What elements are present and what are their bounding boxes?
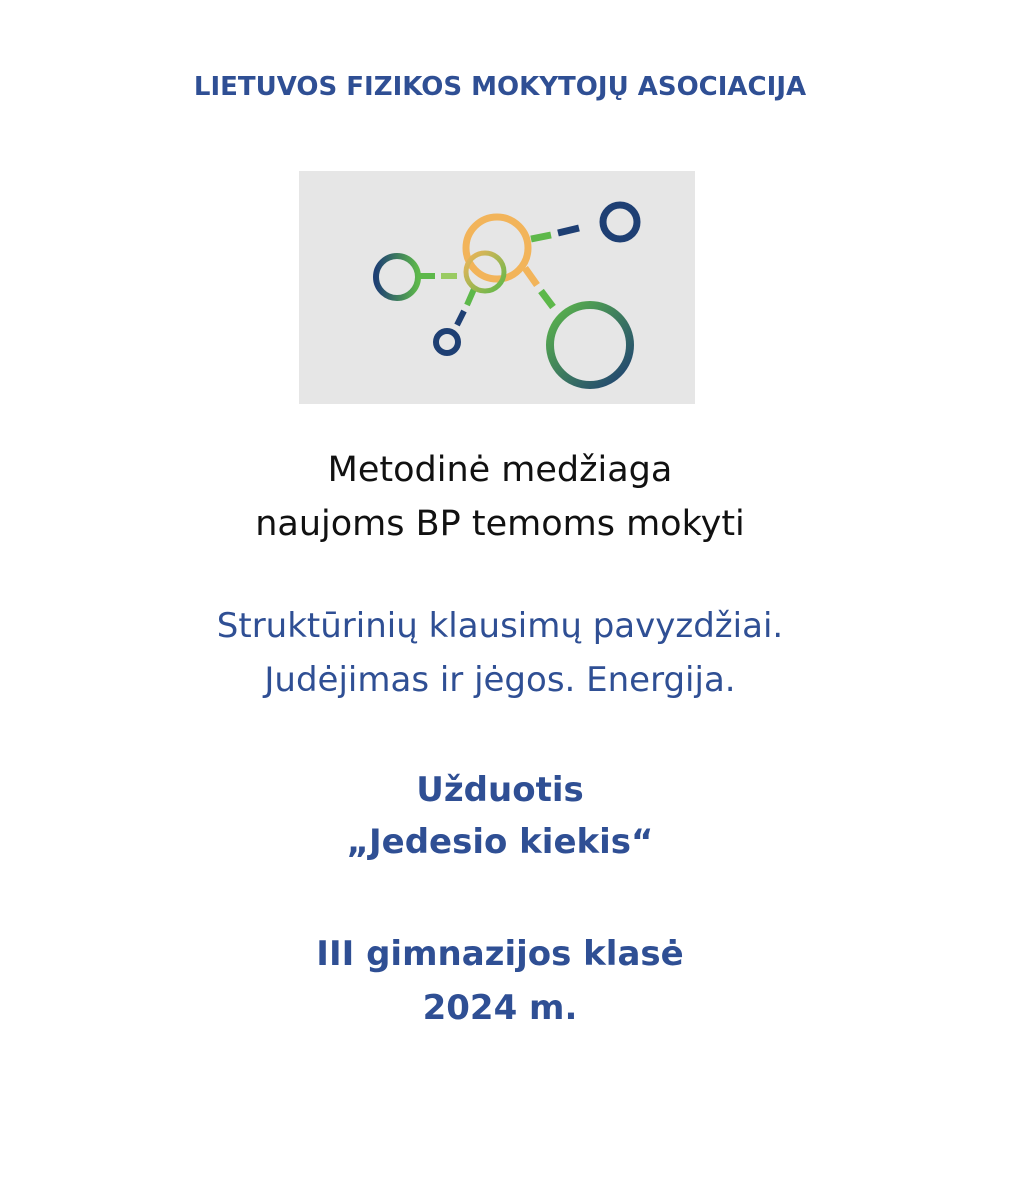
top-right-node [603, 205, 637, 239]
organization-name: LIETUVOS FIZIKOS MOKYTOJŲ ASOCIACIJA [193, 72, 807, 102]
big-bottom-node [550, 305, 630, 385]
heading-line-2: naujoms BP temoms mokyti [255, 504, 745, 544]
task-title: „Jedesio kiekis“ [346, 822, 654, 862]
center-node [466, 217, 528, 279]
molecule-network-icon [299, 171, 695, 404]
center-small-node [466, 253, 504, 291]
year-label: 2024 m. [422, 988, 578, 1028]
small-bottom-node [436, 331, 458, 353]
logo-graphic [299, 171, 695, 404]
grade-label: III gimnazijos klasė [316, 934, 684, 974]
subtitle-line-2: Judėjimas ir jėgos. Energija. [264, 660, 736, 700]
left-node [376, 256, 418, 298]
heading-line-1: Metodinė medžiaga [327, 450, 673, 490]
task-label: Užduotis [416, 770, 584, 810]
subtitle-line-1: Struktūrinių klausimų pavyzdžiai. [216, 606, 784, 646]
